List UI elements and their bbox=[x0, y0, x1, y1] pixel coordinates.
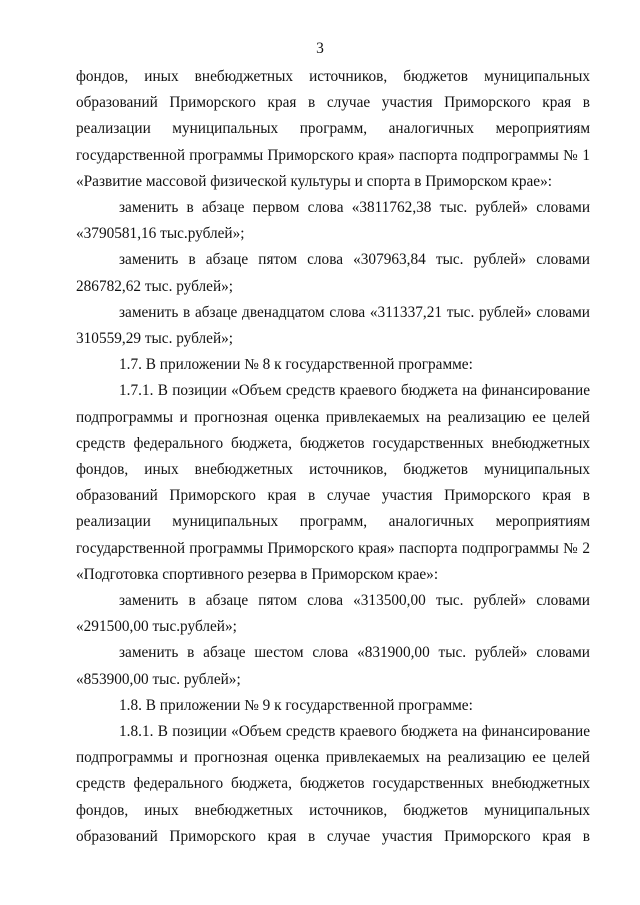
paragraph: 1.7.1. В позиции «Объем средств краевого бюджета на финансирование подпрограммы и прогнозная оценка привлекаемых на реализацию ее целей средств федерального бюджета, бюджетов государственных внебюджетных фондов, иных внебюджетных источников, бюджетов муниципальных образований Приморского края в случае участия Приморского края в реализации муниципальных программ, аналогичных мероприятиям государственной программы Приморского края» паспорта подпрограммы № 2 «Подготовка спортивного резерва в Приморском крае»: bbox=[76, 382, 590, 583]
paragraph: заменить в абзаце пятом слова «307963,84 тыс. рублей» словами 286782,62 тыс. рублей»; bbox=[76, 251, 590, 295]
document-body bbox=[76, 64, 590, 850]
paragraph: заменить в абзаце шестом слова «831900,00 тыс. рублей» словами «853900,00 тыс. рублей»; bbox=[76, 644, 590, 688]
paragraph: заменить в абзаце пятом слова «313500,00 тыс. рублей» словами «291500,00 тыс.рублей»; bbox=[76, 592, 590, 636]
paragraph: фондов, иных внебюджетных источников, бюджетов муниципальных образований Приморского края в случае участия Приморского края в реализации муниципальных программ, аналогичных мероприятиям государственной программы Приморского края» паспорта подпрограммы № 1 «Развитие массовой физической культуры и спорта в Приморском крае»: bbox=[76, 68, 590, 190]
paragraph: 1.8.1. В позиции «Объем средств краевого бюджета на финансирование подпрограммы и прогнозная оценка привлекаемых на реализацию ее целей средств федерального бюджета, бюджетов государственных внебюджетных фондов, иных внебюджетных источников, бюджетов муниципальных образований Приморского края в случае участия Приморского края в bbox=[76, 723, 590, 845]
paragraph: 1.8. В приложении № 9 к государственной программе: bbox=[119, 696, 473, 714]
paragraph: 1.7. В приложении № 8 к государственной программе: bbox=[119, 356, 473, 374]
page-number: 3 bbox=[316, 40, 324, 57]
paragraph: заменить в абзаце двенадцатом слова «311337,21 тыс. рублей» словами 310559,29 тыс. рублей»; bbox=[76, 303, 590, 348]
paragraph: заменить в абзаце первом слова «3811762,38 тыс. рублей» словами «3790581,16 тыс.рублей»; bbox=[76, 199, 590, 243]
